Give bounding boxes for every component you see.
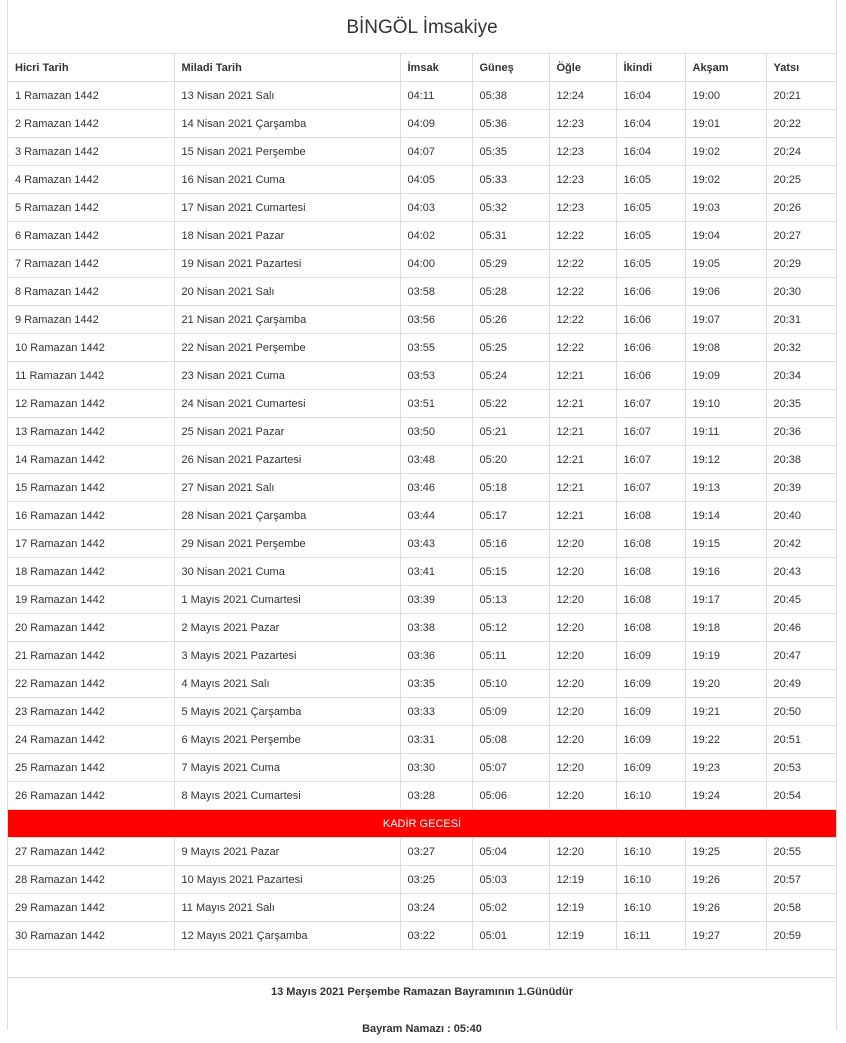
table-row (8, 670, 836, 698)
cell-gunes: 05:03 (472, 866, 549, 894)
cell-hicri-date: 20 Ramazan 1442 (8, 614, 174, 642)
table-row (8, 110, 836, 138)
cell-ogle: 12:20 (549, 782, 616, 810)
cell-yatsi: 20:46 (766, 614, 836, 642)
table-row (8, 474, 836, 502)
cell-aksam: 19:26 (685, 866, 766, 894)
cell-hicri-date: 17 Ramazan 1442 (8, 530, 174, 558)
cell-hicri-date: 19 Ramazan 1442 (8, 586, 174, 614)
cell-gunes: 05:10 (472, 670, 549, 698)
cell-aksam: 19:21 (685, 698, 766, 726)
column-header-aksam: Akşam (685, 54, 766, 82)
cell-gunes: 05:22 (472, 390, 549, 418)
cell-aksam: 19:27 (685, 922, 766, 950)
cell-imsak: 03:35 (400, 670, 472, 698)
cell-miladi-date: 19 Nisan 2021 Pazartesi (174, 250, 400, 278)
cell-ikindi: 16:05 (616, 194, 685, 222)
cell-ikindi: 16:09 (616, 726, 685, 754)
cell-aksam: 19:22 (685, 726, 766, 754)
cell-imsak: 04:02 (400, 222, 472, 250)
table-row (8, 530, 836, 558)
cell-hicri-date: 25 Ramazan 1442 (8, 754, 174, 782)
cell-ikindi: 16:08 (616, 502, 685, 530)
cell-yatsi: 20:53 (766, 754, 836, 782)
column-header-miladi: Miladi Tarih (174, 54, 400, 82)
cell-imsak: 03:56 (400, 306, 472, 334)
column-header-yatsi: Yatsı (766, 54, 836, 82)
bayram-notice: 13 Mayıs 2021 Perşembe Ramazan Bayramının 1.Günüdür (270, 986, 574, 998)
imsakiye-table (8, 54, 836, 950)
cell-imsak: 04:05 (400, 166, 472, 194)
cell-aksam: 19:02 (685, 166, 766, 194)
cell-yatsi: 20:27 (766, 222, 836, 250)
cell-miladi-date: 15 Nisan 2021 Perşembe (174, 138, 400, 166)
cell-gunes: 05:31 (472, 222, 549, 250)
cell-gunes: 05:12 (472, 614, 549, 642)
cell-imsak: 03:31 (400, 726, 472, 754)
cell-aksam: 19:03 (685, 194, 766, 222)
cell-ikindi: 16:10 (616, 866, 685, 894)
cell-hicri-date: 16 Ramazan 1442 (8, 502, 174, 530)
cell-gunes: 05:08 (472, 726, 549, 754)
cell-hicri-date: 11 Ramazan 1442 (8, 362, 174, 390)
cell-yatsi: 20:34 (766, 362, 836, 390)
cell-hicri-date: 27 Ramazan 1442 (8, 838, 174, 866)
cell-miladi-date: 12 Mayıs 2021 Çarşamba (174, 922, 400, 950)
table-row (8, 250, 836, 278)
cell-miladi-date: 29 Nisan 2021 Perşembe (174, 530, 400, 558)
table-body-after (8, 838, 836, 950)
cell-gunes: 05:33 (472, 166, 549, 194)
cell-aksam: 19:07 (685, 306, 766, 334)
cell-ikindi: 16:10 (616, 894, 685, 922)
cell-miladi-date: 30 Nisan 2021 Cuma (174, 558, 400, 586)
cell-ogle: 12:21 (549, 502, 616, 530)
cell-yatsi: 20:58 (766, 894, 836, 922)
cell-ogle: 12:21 (549, 418, 616, 446)
cell-imsak: 03:22 (400, 922, 472, 950)
cell-miladi-date: 24 Nisan 2021 Cumartesi (174, 390, 400, 418)
cell-yatsi: 20:55 (766, 838, 836, 866)
page-title: BİNGÖL İmsakiye (8, 0, 836, 54)
cell-ogle: 12:20 (549, 838, 616, 866)
cell-ogle: 12:20 (549, 670, 616, 698)
cell-aksam: 19:11 (685, 418, 766, 446)
cell-gunes: 05:07 (472, 754, 549, 782)
table-row (8, 866, 836, 894)
cell-gunes: 05:01 (472, 922, 549, 950)
cell-hicri-date: 15 Ramazan 1442 (8, 474, 174, 502)
cell-yatsi: 20:47 (766, 642, 836, 670)
cell-yatsi: 20:45 (766, 586, 836, 614)
table-row (8, 838, 836, 866)
cell-miladi-date: 9 Mayıs 2021 Pazar (174, 838, 400, 866)
cell-hicri-date: 3 Ramazan 1442 (8, 138, 174, 166)
cell-imsak: 03:38 (400, 614, 472, 642)
cell-yatsi: 20:40 (766, 502, 836, 530)
cell-miladi-date: 4 Mayıs 2021 Salı (174, 670, 400, 698)
cell-hicri-date: 28 Ramazan 1442 (8, 866, 174, 894)
cell-gunes: 05:38 (472, 82, 549, 110)
cell-yatsi: 20:54 (766, 782, 836, 810)
cell-yatsi: 20:22 (766, 110, 836, 138)
column-header-ogle: Öğle (549, 54, 616, 82)
cell-ogle: 12:22 (549, 222, 616, 250)
cell-miladi-date: 1 Mayıs 2021 Cumartesi (174, 586, 400, 614)
table-row (8, 390, 836, 418)
cell-hicri-date: 30 Ramazan 1442 (8, 922, 174, 950)
cell-aksam: 19:01 (685, 110, 766, 138)
cell-gunes: 05:36 (472, 110, 549, 138)
cell-ogle: 12:20 (549, 642, 616, 670)
cell-aksam: 19:08 (685, 334, 766, 362)
cell-hicri-date: 23 Ramazan 1442 (8, 698, 174, 726)
kadir-gecesi-row (8, 810, 836, 838)
cell-yatsi: 20:32 (766, 334, 836, 362)
cell-gunes: 05:28 (472, 278, 549, 306)
cell-ogle: 12:20 (549, 586, 616, 614)
cell-ikindi: 16:04 (616, 110, 685, 138)
cell-miladi-date: 6 Mayıs 2021 Perşembe (174, 726, 400, 754)
cell-ogle: 12:23 (549, 138, 616, 166)
cell-ogle: 12:22 (549, 250, 616, 278)
cell-imsak: 03:25 (400, 866, 472, 894)
cell-yatsi: 20:30 (766, 278, 836, 306)
cell-ogle: 12:21 (549, 474, 616, 502)
table-row (8, 278, 836, 306)
cell-ikindi: 16:04 (616, 138, 685, 166)
cell-ogle: 12:22 (549, 306, 616, 334)
table-row (8, 334, 836, 362)
cell-yatsi: 20:24 (766, 138, 836, 166)
cell-hicri-date: 24 Ramazan 1442 (8, 726, 174, 754)
cell-aksam: 19:06 (685, 278, 766, 306)
cell-aksam: 19:02 (685, 138, 766, 166)
table-row (8, 502, 836, 530)
cell-ikindi: 16:10 (616, 782, 685, 810)
cell-aksam: 19:25 (685, 838, 766, 866)
cell-imsak: 03:39 (400, 586, 472, 614)
cell-ogle: 12:21 (549, 446, 616, 474)
cell-aksam: 19:00 (685, 82, 766, 110)
cell-ikindi: 16:07 (616, 418, 685, 446)
cell-aksam: 19:09 (685, 362, 766, 390)
cell-aksam: 19:12 (685, 446, 766, 474)
cell-miladi-date: 27 Nisan 2021 Salı (174, 474, 400, 502)
cell-ogle: 12:20 (549, 614, 616, 642)
cell-ikindi: 16:10 (616, 838, 685, 866)
column-header-hicri: Hicri Tarih (8, 54, 174, 82)
table-row (8, 922, 836, 950)
cell-ogle: 12:20 (549, 726, 616, 754)
cell-yatsi: 20:50 (766, 698, 836, 726)
cell-gunes: 05:20 (472, 446, 549, 474)
cell-imsak: 03:30 (400, 754, 472, 782)
cell-miladi-date: 10 Mayıs 2021 Pazartesi (174, 866, 400, 894)
cell-gunes: 05:32 (472, 194, 549, 222)
cell-imsak: 03:48 (400, 446, 472, 474)
table-body-before (8, 82, 836, 810)
cell-gunes: 05:09 (472, 698, 549, 726)
cell-aksam: 19:14 (685, 502, 766, 530)
cell-ikindi: 16:08 (616, 530, 685, 558)
cell-yatsi: 20:38 (766, 446, 836, 474)
cell-ikindi: 16:11 (616, 922, 685, 950)
cell-gunes: 05:35 (472, 138, 549, 166)
cell-miladi-date: 28 Nisan 2021 Çarşamba (174, 502, 400, 530)
cell-aksam: 19:16 (685, 558, 766, 586)
cell-ogle: 12:23 (549, 166, 616, 194)
cell-yatsi: 20:35 (766, 390, 836, 418)
cell-imsak: 03:41 (400, 558, 472, 586)
table-row (8, 194, 836, 222)
kadir-section (8, 810, 836, 838)
cell-ikindi: 16:05 (616, 250, 685, 278)
cell-imsak: 03:24 (400, 894, 472, 922)
cell-miladi-date: 23 Nisan 2021 Cuma (174, 362, 400, 390)
cell-hicri-date: 14 Ramazan 1442 (8, 446, 174, 474)
cell-aksam: 19:15 (685, 530, 766, 558)
cell-yatsi: 20:31 (766, 306, 836, 334)
cell-ogle: 12:23 (549, 194, 616, 222)
table-row (8, 418, 836, 446)
cell-ikindi: 16:04 (616, 82, 685, 110)
table-header-row (8, 54, 836, 82)
kadir-gecesi-label: KADİR GECESİ (8, 810, 836, 838)
cell-ogle: 12:21 (549, 362, 616, 390)
cell-yatsi: 20:26 (766, 194, 836, 222)
cell-imsak: 03:50 (400, 418, 472, 446)
cell-ogle: 12:19 (549, 866, 616, 894)
cell-ikindi: 16:07 (616, 446, 685, 474)
cell-imsak: 04:00 (400, 250, 472, 278)
table-row (8, 166, 836, 194)
cell-aksam: 19:13 (685, 474, 766, 502)
cell-ikindi: 16:09 (616, 642, 685, 670)
cell-aksam: 19:10 (685, 390, 766, 418)
cell-ikindi: 16:09 (616, 698, 685, 726)
table-row (8, 894, 836, 922)
cell-imsak: 03:46 (400, 474, 472, 502)
cell-aksam: 19:17 (685, 586, 766, 614)
table-row (8, 586, 836, 614)
cell-miladi-date: 16 Nisan 2021 Cuma (174, 166, 400, 194)
cell-gunes: 05:29 (472, 250, 549, 278)
cell-ogle: 12:20 (549, 530, 616, 558)
cell-imsak: 03:43 (400, 530, 472, 558)
cell-hicri-date: 29 Ramazan 1442 (8, 894, 174, 922)
cell-hicri-date: 2 Ramazan 1442 (8, 110, 174, 138)
table-row (8, 82, 836, 110)
cell-imsak: 03:53 (400, 362, 472, 390)
cell-miladi-date: 5 Mayıs 2021 Çarşamba (174, 698, 400, 726)
cell-ikindi: 16:06 (616, 306, 685, 334)
cell-ikindi: 16:08 (616, 586, 685, 614)
cell-aksam: 19:04 (685, 222, 766, 250)
cell-imsak: 03:44 (400, 502, 472, 530)
cell-imsak: 03:33 (400, 698, 472, 726)
column-header-ikindi: İkindi (616, 54, 685, 82)
cell-imsak: 04:11 (400, 82, 472, 110)
cell-gunes: 05:25 (472, 334, 549, 362)
cell-aksam: 19:19 (685, 642, 766, 670)
cell-ogle: 12:19 (549, 894, 616, 922)
cell-ikindi: 16:09 (616, 670, 685, 698)
cell-aksam: 19:23 (685, 754, 766, 782)
cell-ogle: 12:24 (549, 82, 616, 110)
cell-aksam: 19:26 (685, 894, 766, 922)
cell-hicri-date: 9 Ramazan 1442 (8, 306, 174, 334)
cell-ikindi: 16:07 (616, 474, 685, 502)
cell-miladi-date: 22 Nisan 2021 Perşembe (174, 334, 400, 362)
cell-miladi-date: 13 Nisan 2021 Salı (174, 82, 400, 110)
table-row (8, 726, 836, 754)
cell-ikindi: 16:06 (616, 278, 685, 306)
cell-yatsi: 20:43 (766, 558, 836, 586)
cell-miladi-date: 11 Mayıs 2021 Salı (174, 894, 400, 922)
cell-miladi-date: 21 Nisan 2021 Çarşamba (174, 306, 400, 334)
cell-hicri-date: 21 Ramazan 1442 (8, 642, 174, 670)
cell-ogle: 12:20 (549, 698, 616, 726)
cell-gunes: 05:06 (472, 782, 549, 810)
cell-miladi-date: 8 Mayıs 2021 Cumartesi (174, 782, 400, 810)
cell-gunes: 05:16 (472, 530, 549, 558)
cell-yatsi: 20:29 (766, 250, 836, 278)
cell-aksam: 19:05 (685, 250, 766, 278)
cell-ogle: 12:20 (549, 558, 616, 586)
cell-imsak: 03:55 (400, 334, 472, 362)
cell-imsak: 03:58 (400, 278, 472, 306)
cell-ogle: 12:19 (549, 922, 616, 950)
cell-miladi-date: 3 Mayıs 2021 Pazartesi (174, 642, 400, 670)
cell-imsak: 03:27 (400, 838, 472, 866)
cell-gunes: 05:18 (472, 474, 549, 502)
cell-miladi-date: 2 Mayıs 2021 Pazar (174, 614, 400, 642)
column-header-imsak: İmsak (400, 54, 472, 82)
cell-yatsi: 20:57 (766, 866, 836, 894)
cell-miladi-date: 26 Nisan 2021 Pazartesi (174, 446, 400, 474)
cell-yatsi: 20:39 (766, 474, 836, 502)
cell-imsak: 04:03 (400, 194, 472, 222)
cell-aksam: 19:20 (685, 670, 766, 698)
cell-imsak: 03:36 (400, 642, 472, 670)
cell-hicri-date: 12 Ramazan 1442 (8, 390, 174, 418)
cell-gunes: 05:17 (472, 502, 549, 530)
cell-ikindi: 16:08 (616, 614, 685, 642)
table-row (8, 446, 836, 474)
cell-ogle: 12:21 (549, 390, 616, 418)
cell-hicri-date: 1 Ramazan 1442 (8, 82, 174, 110)
cell-ikindi: 16:05 (616, 222, 685, 250)
cell-miladi-date: 25 Nisan 2021 Pazar (174, 418, 400, 446)
cell-hicri-date: 10 Ramazan 1442 (8, 334, 174, 362)
cell-ogle: 12:22 (549, 278, 616, 306)
table-row (8, 754, 836, 782)
cell-hicri-date: 6 Ramazan 1442 (8, 222, 174, 250)
cell-hicri-date: 26 Ramazan 1442 (8, 782, 174, 810)
cell-gunes: 05:26 (472, 306, 549, 334)
cell-miladi-date: 20 Nisan 2021 Salı (174, 278, 400, 306)
cell-hicri-date: 13 Ramazan 1442 (8, 418, 174, 446)
table-row (8, 698, 836, 726)
cell-yatsi: 20:21 (766, 82, 836, 110)
cell-ikindi: 16:08 (616, 558, 685, 586)
cell-aksam: 19:18 (685, 614, 766, 642)
cell-miladi-date: 17 Nisan 2021 Cumartesi (174, 194, 400, 222)
table-row (8, 782, 836, 810)
cell-ikindi: 16:06 (616, 362, 685, 390)
cell-miladi-date: 7 Mayıs 2021 Cuma (174, 754, 400, 782)
cell-ikindi: 16:09 (616, 754, 685, 782)
cell-imsak: 03:51 (400, 390, 472, 418)
cell-gunes: 05:21 (472, 418, 549, 446)
cell-ogle: 12:20 (549, 754, 616, 782)
cell-hicri-date: 22 Ramazan 1442 (8, 670, 174, 698)
cell-gunes: 05:13 (472, 586, 549, 614)
cell-gunes: 05:15 (472, 558, 549, 586)
imsakiye-container (7, 0, 837, 1035)
cell-yatsi: 20:42 (766, 530, 836, 558)
cell-yatsi: 20:25 (766, 166, 836, 194)
cell-gunes: 05:24 (472, 362, 549, 390)
cell-ogle: 12:22 (549, 334, 616, 362)
cell-aksam: 19:24 (685, 782, 766, 810)
table-row (8, 362, 836, 390)
table-row (8, 306, 836, 334)
cell-imsak: 04:07 (400, 138, 472, 166)
cell-miladi-date: 14 Nisan 2021 Çarşamba (174, 110, 400, 138)
cell-hicri-date: 5 Ramazan 1442 (8, 194, 174, 222)
cell-imsak: 03:28 (400, 782, 472, 810)
cell-hicri-date: 7 Ramazan 1442 (8, 250, 174, 278)
cell-yatsi: 20:36 (766, 418, 836, 446)
cell-gunes: 05:02 (472, 894, 549, 922)
cell-yatsi: 20:59 (766, 922, 836, 950)
cell-hicri-date: 4 Ramazan 1442 (8, 166, 174, 194)
cell-ikindi: 16:06 (616, 334, 685, 362)
cell-yatsi: 20:51 (766, 726, 836, 754)
table-row (8, 138, 836, 166)
bayram-namazi-time: Bayram Namazı : 05:40 (362, 1023, 482, 1035)
cell-gunes: 05:04 (472, 838, 549, 866)
table-row (8, 558, 836, 586)
cell-ikindi: 16:05 (616, 166, 685, 194)
cell-miladi-date: 18 Nisan 2021 Pazar (174, 222, 400, 250)
cell-ogle: 12:23 (549, 110, 616, 138)
cell-hicri-date: 18 Ramazan 1442 (8, 558, 174, 586)
spacer-row (8, 950, 836, 978)
table-row (8, 614, 836, 642)
cell-hicri-date: 8 Ramazan 1442 (8, 278, 174, 306)
cell-yatsi: 20:49 (766, 670, 836, 698)
cell-imsak: 04:09 (400, 110, 472, 138)
cell-ikindi: 16:07 (616, 390, 685, 418)
cell-gunes: 05:11 (472, 642, 549, 670)
table-row (8, 642, 836, 670)
table-row (8, 222, 836, 250)
column-header-gunes: Güneş (472, 54, 549, 82)
